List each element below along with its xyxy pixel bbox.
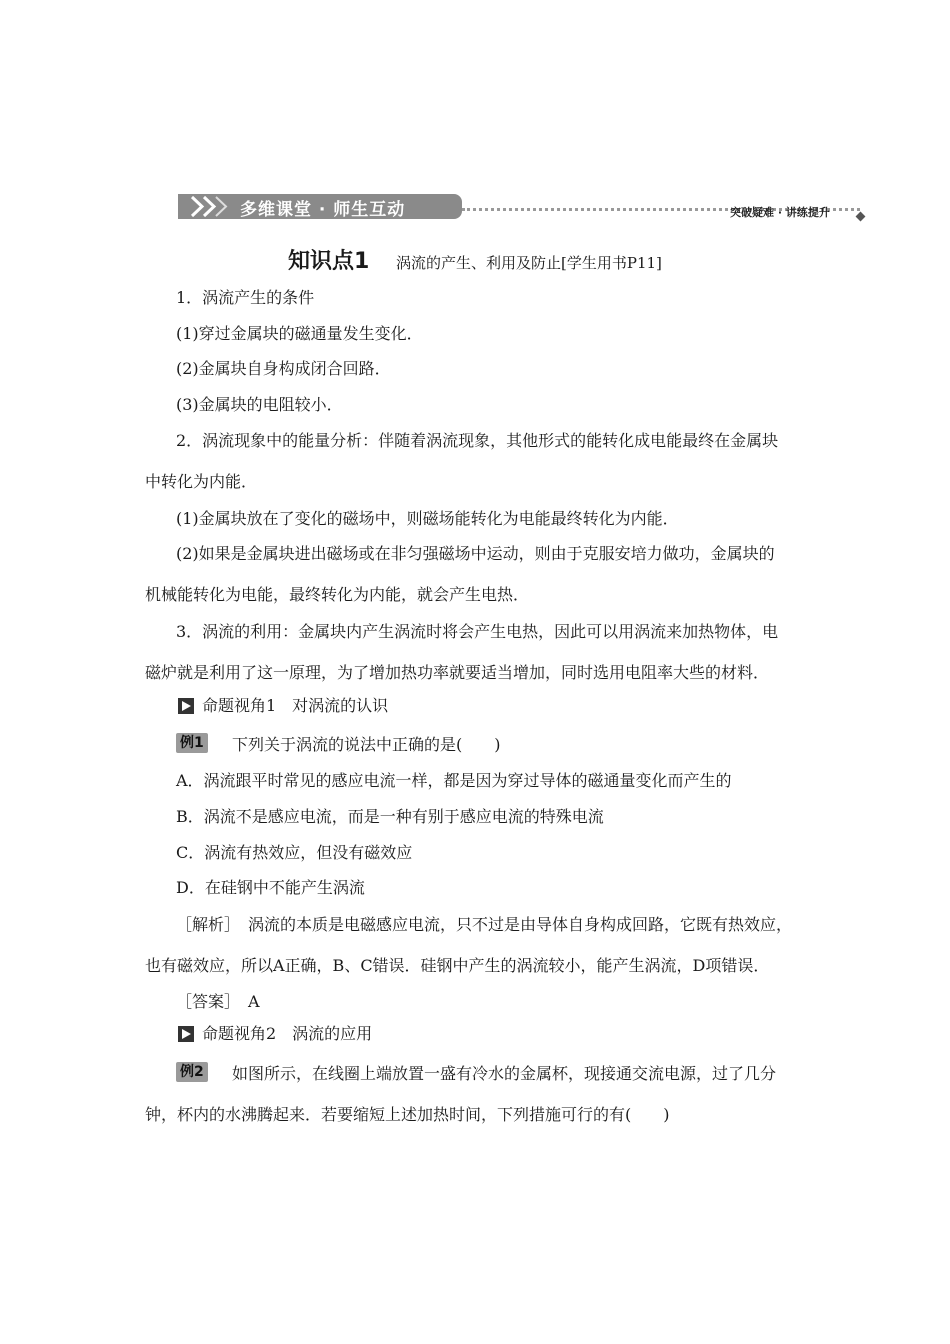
example-1-answer: ［答案］ A <box>176 992 260 1011</box>
example-1-tag: 例1 <box>176 733 208 753</box>
example-1-option-a: A．涡流跟平时常见的感应电流一样，都是因为穿过导体的磁通量变化而产生的 <box>176 771 732 790</box>
section-1-item-1: (1)穿过金属块的磁通量发生变化． <box>176 324 423 343</box>
example-1-option-d: D．在硅钢中不能产生涡流 <box>176 878 365 897</box>
diamond-icon <box>856 212 866 222</box>
example-1-option-c: C．涡流有热效应，但没有磁效应 <box>176 843 413 862</box>
section-3-line-1: 3．涡流的利用：金属块内产生涡流时将会产生电热，因此可以用涡流来加热物体，电 <box>176 622 779 641</box>
knowledge-point-subtitle: 涡流的产生、利用及防止[学生用书P11] <box>396 254 662 272</box>
example-2-line-2: 钟，杯内的水沸腾起来．若要缩短上述加热时间，下列措施可行的有( ) <box>145 1105 670 1124</box>
section-1-item-3: (3)金属块的电阻较小． <box>176 395 343 414</box>
section-2-item-2-line-1: (2)如果是金属块进出磁场或在非匀强磁场中运动，则由于克服安培力做功，金属块的 <box>176 544 775 563</box>
knowledge-point-title: 知识点1 <box>288 249 370 274</box>
play-icon <box>178 1026 194 1042</box>
play-icon <box>178 698 194 714</box>
section-2-item-1: (1)金属块放在了变化的磁场中，则磁场能转化为电能最终转化为内能． <box>176 509 679 528</box>
example-1-option-b: B．涡流不是感应电流，而是一种有别于感应电流的特殊电流 <box>176 807 604 826</box>
angle-1-label: 命题视角1 对涡流的认识 <box>202 696 389 715</box>
example-1-question: 下列关于涡流的说法中正确的是( ) <box>232 735 501 754</box>
section-3-line-2: 磁炉就是利用了这一原理，为了增加热功率就要适当增加，同时选用电阻率大些的材料． <box>145 663 770 682</box>
section-2-item-2-line-2: 机械能转化为电能，最终转化为内能，就会产生电热． <box>145 585 530 604</box>
example-2-line-1: 如图所示，在线圈上端放置一盛有冷水的金属杯，现接通交流电源，过了几分 <box>232 1064 777 1083</box>
section-2-line-2: 中转化为内能． <box>145 472 258 491</box>
example-1-analysis-line-2: 也有磁效应，所以A正确，B、C错误．硅钢中产生的涡流较小，能产生涡流，D项错误． <box>145 956 770 975</box>
example-1-analysis-line-1: ［解析］ 涡流的本质是电磁感应电流，只不过是由导体自身构成回路，它既有热效应， <box>176 915 793 934</box>
section-1-heading: 1．涡流产生的条件 <box>176 288 315 307</box>
double-chevron-icon <box>186 194 236 219</box>
banner-right-label: 突破疑难 · 讲练提升 <box>730 206 830 219</box>
section-1-item-2: (2)金属块自身构成闭合回路． <box>176 359 391 378</box>
section-banner <box>178 194 462 219</box>
banner-title: 多维课堂 · 师生互动 <box>240 200 406 220</box>
section-2-line-1: 2．涡流现象中的能量分析：伴随着涡流现象，其他形式的能转化成电能最终在金属块 <box>176 431 779 450</box>
example-2-tag: 例2 <box>176 1062 208 1082</box>
angle-2-label: 命题视角2 涡流的应用 <box>202 1024 373 1043</box>
